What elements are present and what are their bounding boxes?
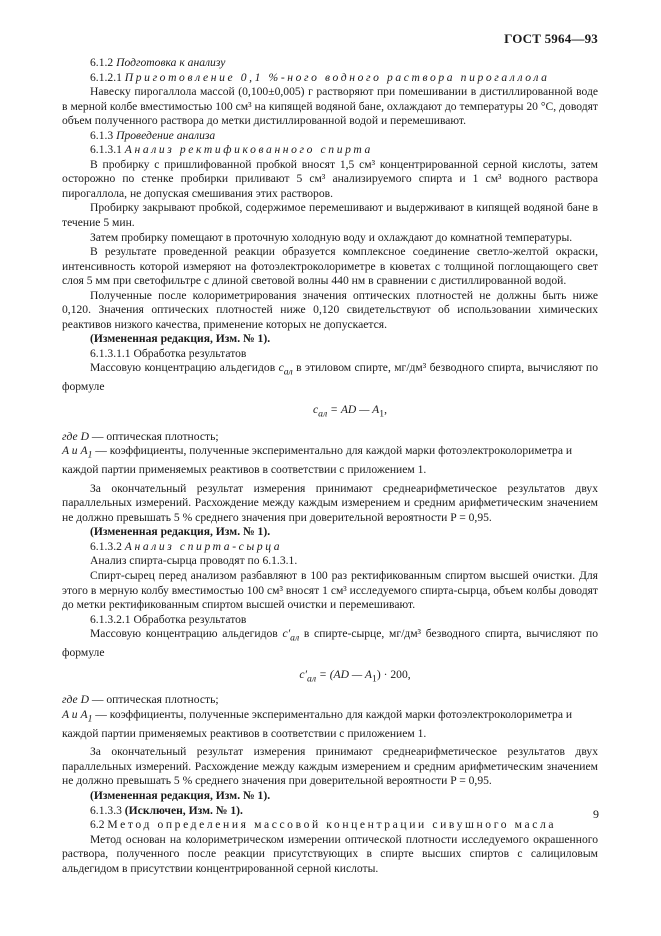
- paragraph: Массовую концентрацию альдегидов $c_{ал}$ в этиловом спирте, мг/дм³ безводного спирта, вычисляют по формуле: [62, 361, 599, 394]
- amendment-note: (Измененная редакция, Изм. № 1).: [90, 332, 271, 346]
- paragraph: Спирт-сырец перед анализом разбавляют в 100 раз ректификованным спиртом высшей очистки. Для этого в мерную колбу вместимостью 100 см³ вносят 1 см³ исследуемого спирта-сырца, объем колбы доводят до метки ректификованным спиртом высшей очистки и перемешивают.: [62, 568, 598, 612]
- paragraph: Полученные после колориметрирования значения оптических плотностей не должны быть ниже 0,120. Значения оптических плотностей ниже 0,120 свидетельствуют об использовании химических реактивов низкого качества, применение которых не допускается.: [62, 288, 598, 331]
- page-number: 9: [593, 807, 599, 821]
- subsection-heading: 6.1.3.1 Анализ ректификованного спирта: [90, 143, 373, 157]
- legend-line: A и $A_1$ — коэффициенты, полученные экспериментально для каждой марки фотоэлектроколориметра и каждой партии применяемых реактивов в соответствии с приложением 1.: [62, 707, 573, 740]
- amendment-note: (Измененная редакция, Изм. № 1).: [90, 525, 271, 539]
- paragraph: Затем пробирку помещают в проточную холодную воду и охлаждают до комнатной температуры.: [90, 230, 573, 244]
- paragraph: Пробирку закрывают пробкой, содержимое перемешивают и выдерживают в кипящей водяной бане в течение 5 мин.: [62, 201, 598, 230]
- section-heading: 6.1.3 Проведение анализа: [90, 128, 216, 142]
- paragraph: Анализ спирта-сырца проводят по 6.1.3.1.: [90, 554, 298, 568]
- standard-header: ГОСТ 5964—93: [504, 31, 598, 46]
- paragraph: В пробирку с пришлифованной пробкой вносят 1,5 см³ концентрированной серной кислоты, затем осторожно по стенке пробирки приливают 5 см³ анализируемого спирта и 1 см³ водного раствора пирогаллола, не допуская смешивания этих растворов.: [62, 157, 598, 200]
- section-heading: 6.2 Метод определения массовой концентрации сивушного масла: [90, 818, 557, 832]
- subsection-heading: 6.1.2.1 Приготовление 0,1 %-ного водного раствора пирогаллола: [90, 70, 550, 84]
- formula: $c_{ал}$ = AD — $A_1$,: [313, 402, 387, 420]
- subsection-heading: 6.1.3.2 Анализ спирта-сырца: [90, 539, 283, 553]
- paragraph: Массовую концентрацию альдегидов $c'_{ал}$ в спирте-сырце, мг/дм³ безводного спирта, вычисляют по формуле: [62, 627, 599, 660]
- paragraph: За окончательный результат измерения принимают среднеарифметическое результатов двух параллельных измерений. Расхождение между каждым измерением и средним арифметическим значением не должно превышать 5 % среднего значения при доверительной вероятности P = 0,95.: [62, 745, 598, 788]
- paragraph: В результате проведенной реакции образуется комплексное соединение светло-желтой окраски, интенсивность которой измеряют на фотоэлектроколориметре в кюветах с толщиной поглощающего свет слоя 5 мм при светофильтре с длиной световой волны 440 нм в сравнении с дистиллированной водой.: [62, 245, 598, 288]
- legend-line: где D — оптическая плотность;: [62, 693, 219, 707]
- formula: $c'_{ал} = (AD$ — $A_1) \cdot 200$,: [299, 667, 411, 684]
- excluded-clause: 6.1.3.3 (Исключен, Изм. № 1).: [90, 803, 243, 817]
- amendment-note: (Измененная редакция, Изм. № 1).: [90, 789, 271, 803]
- paragraph: Навеску пирогаллола массой (0,100±0,005) г растворяют при помешивании в дистиллированной воде в мерной колбе вместимостью 100 см³ на кипящей водяной бане, охлаждают до температуры 20 °С, доводят объем полученного раствора до метки дистиллированной водой и перемешивают.: [62, 85, 598, 128]
- subsection-heading: 6.1.3.2.1 Обработка результатов: [90, 612, 247, 626]
- section-heading: 6.1.2 Подготовка к анализу: [90, 56, 226, 69]
- subsection-heading: 6.1.3.1.1 Обработка результатов: [90, 346, 247, 360]
- legend-line: A и $A_1$ — коэффициенты, полученные экспериментально для каждой марки фотоэлектроколориметра и каждой партии применяемых реактивов в соответствии с приложением 1.: [62, 444, 573, 477]
- paragraph: Метод основан на колориметрическом измерении оптической плотности исследуемого окрашенного раствора, полученного после реакции присутствующих в спирте высших спиртов с салициловым альдегидом в присутствии концентрированной серной кислоты.: [62, 832, 598, 875]
- legend-line: где D — оптическая плотность;: [62, 429, 219, 443]
- paragraph: За окончательный результат измерения принимают среднеарифметическое результатов двух параллельных измерений. Расхождение между каждым измерением и средним арифметическим значением не должно превышать 5 % среднего значения при доверительной вероятности P = 0,95.: [62, 481, 598, 524]
- document-body: [62, 56, 598, 876]
